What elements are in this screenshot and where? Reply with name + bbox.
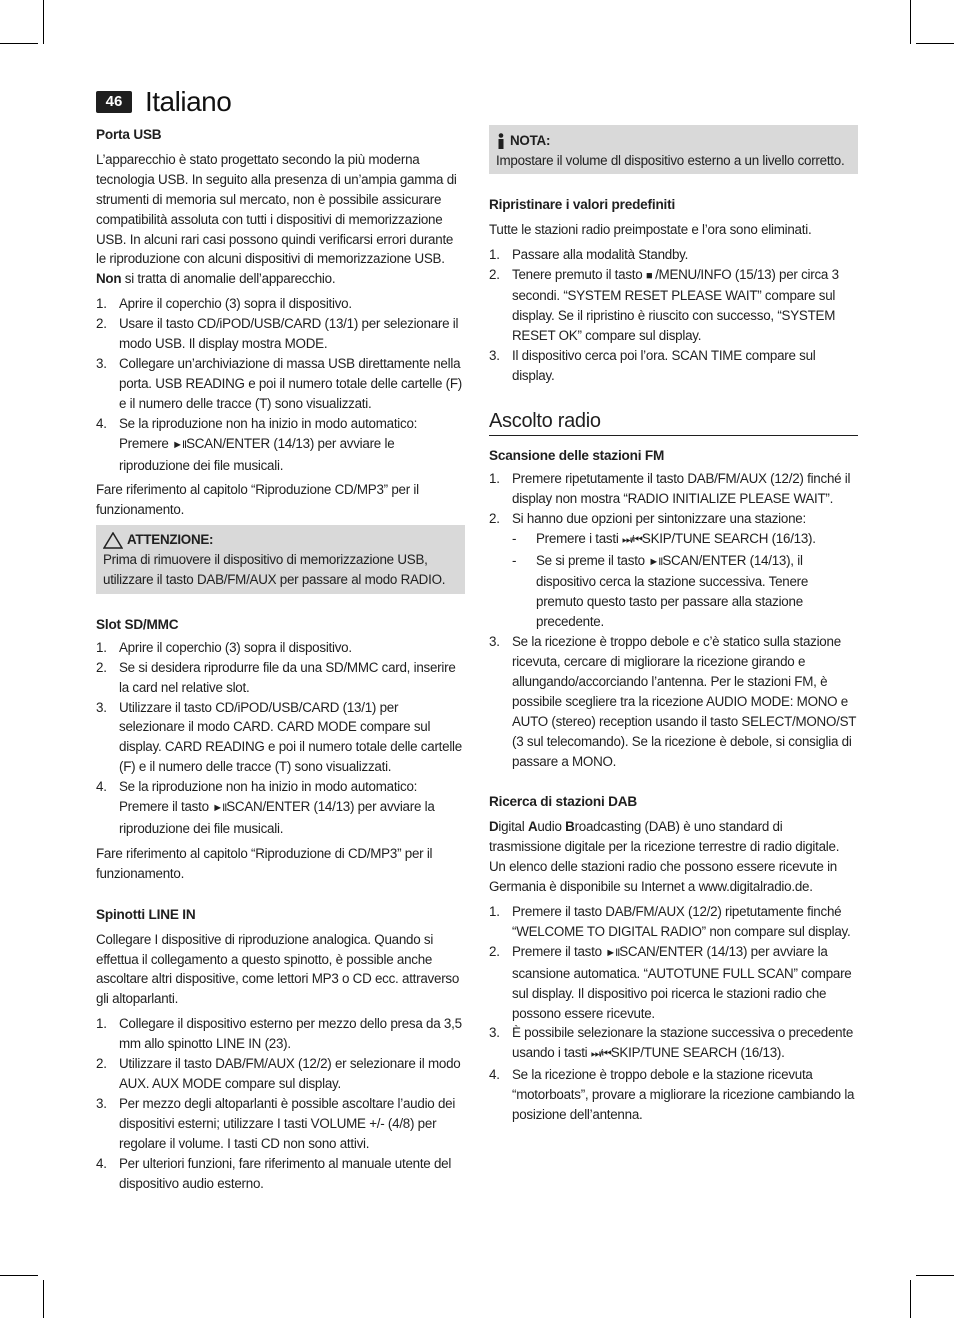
- crop-mark: [910, 1280, 911, 1318]
- section-heading: Porta USB: [96, 127, 162, 142]
- skip-icon: ⏭/⏮: [590, 1048, 611, 1061]
- list-item: 3. Utilizzare il tasto CD/iPOD/USB/CARD (13/1) per selezionare il modo CARD. CARD MODE compare sul display. CARD READING e poi il numero totale delle cartelle (F) e il numero delle tracce (T) sono visualizzati.: [96, 699, 462, 775]
- list-item: 2. Utilizzare il tasto DAB/FM/AUX (12/2) er selezionare il modo AUX. AUX MODE compare sul display.: [96, 1056, 461, 1091]
- paragraph: Fare riferimento al capitolo “Riproduzione CD/MP3” per il funzionamento.: [96, 482, 419, 518]
- section-usb: [96, 125, 465, 520]
- section-heading: Scansione delle stazioni FM: [489, 447, 665, 463]
- list-item: - Se si preme il tasto ►IISCAN/ENTER (14/13), il dispositivo cerca la stazione successiva. Tenere premuto questo tasto per passare alla stazione precedente.: [512, 552, 809, 630]
- paragraph: Collegare I dispositive di riproduzione analogica. Quando si effettua il collegamento a questo spinotto, è possible anche ascoltare altri dispositive, come lettori MP3 o CD ecc. attraverso gli altoparlanti.: [96, 931, 460, 1007]
- list-item: 1. Collegare il dispositivo esterno per mezzo dello presa da 3,5 mm allo spinotto LINE IN (23).: [96, 1016, 462, 1052]
- paragraph: Fare riferimento al capitolo “Riproduzione di CD/MP3” per il funzionamento.: [96, 845, 433, 881]
- play-pause-icon: ►II: [648, 555, 663, 568]
- right-column: [489, 125, 858, 1125]
- paragraph: Digital Audio Broadcasting (DAB) è uno standard di trasmissione digitale per la ricezione terrestre di radio digitale. Un elenco delle stazioni radio che possono essere ricevute in Germania è disponibile su Internet a www.digitalradio.de.: [489, 819, 840, 895]
- crop-mark: [0, 1275, 38, 1276]
- stop-icon: ■: [645, 269, 652, 282]
- section-heading: Slot SD/MMC: [96, 616, 179, 632]
- section-heading: Spinotti LINE IN: [96, 906, 196, 922]
- sub-list: [512, 529, 858, 633]
- crop-mark: [43, 1280, 44, 1318]
- warning-box: [96, 525, 465, 594]
- list-item: 4. Per ulteriori funzioni, fare riferimento al manuale utente del dispositivo audio esterno.: [96, 1155, 452, 1191]
- section-heading: Ricerca di stazioni DAB: [489, 794, 637, 810]
- paragraph: L’apparecchio è stato progettato secondo la più moderna tecnologia USB. In seguito alla presenza di un’ampia gamma di strumenti di memoria sul mercato, non è possibile assicurare compatibilità assoluta con tutti i dispositivi di memorizzazione USB. In alcuni rari casi possono quindi verificarsi errori durante le riproduzione con alcuni dispositivi di memorizzazione USB. Non si tratta di anomalie dell’apparecchio.: [96, 151, 457, 287]
- list-item: - Premere i tasti ⏭/⏮SKIP/TUNE SEARCH (16/13).: [512, 530, 816, 546]
- step-list: [96, 1014, 465, 1193]
- page-title: Italiano: [145, 86, 232, 117]
- crop-mark: [43, 0, 44, 44]
- play-pause-icon: ►II: [172, 438, 187, 451]
- list-item: 3. Il dispositivo cerca poi l’ora. SCAN TIME compare sul display.: [489, 348, 816, 384]
- crop-mark: [0, 43, 38, 44]
- list-item: 4. Se la ricezione è troppo debole e la stazione ricevuta “motorboats”, provare a migliorare la ricezione cambiando la posizione dell’antenna.: [489, 1067, 855, 1123]
- note-text: Impostare il volume dl dispositivo esterno a un livello corretto.: [496, 152, 845, 168]
- play-pause-icon: ►II: [605, 946, 620, 959]
- section-reset: [489, 195, 858, 386]
- crop-mark: [910, 0, 911, 44]
- list-item: 3. Se la ricezione è troppo debole e c’è statico sulla stazione ricevuta, cercare di migliorare la ricezione girando e allungando/accorciando l’antenna. Per le stazioni FM, è possibile scegliere tra la ricezione AUDIO MODE: MONO e AUTO (stereo) reception usando il tasto SELECT/MONO/ST (3 sul telecomando). Se la ricezione è debole, si consiglia di passare a MONO.: [489, 634, 856, 769]
- step-list: [489, 245, 858, 386]
- list-item: 2. Se si desidera riprodurre file da una SD/MMC card, inserire la card nel relative slot.: [96, 659, 456, 695]
- info-icon: [496, 133, 506, 149]
- list-item: 1. Aprire il coperchio (3) sopra il dispositivo.: [96, 639, 352, 655]
- list-item: 3. È possibile selezionare la stazione successiva o precedente usando i tasti ⏭/⏮SKIP/TUNE SEARCH (16/13).: [489, 1025, 854, 1061]
- list-item: 3. Per mezzo degli altoparlanti è possible ascoltare l’audio dei dispositivi esterni; utilizzare I tasti VOLUME +/- (4/8) per regolare il volume. I tasti CD non sono attivi.: [96, 1095, 456, 1151]
- list-item: 2. Usare il tasto CD/iPOD/USB/CARD (13/1) per selezionare il modo USB. Il display mostra MODE.: [96, 316, 459, 352]
- left-column: [96, 125, 465, 1193]
- section-title: Ascolto radio: [489, 407, 858, 436]
- warning-triangle-icon: [103, 532, 123, 549]
- list-item: 1. Aprire il coperchio (3) sopra il dispositivo.: [96, 296, 352, 312]
- list-item: 1. Premere il tasto DAB/FM/AUX (12/2) ripetutamente finché “WELCOME TO DIGITAL RADIO” non compare sul display.: [489, 904, 851, 939]
- step-list: [96, 638, 465, 839]
- play-pause-icon: ►II: [212, 802, 227, 815]
- list-item: 2. Premere il tasto ►IISCAN/ENTER (14/13) per avviare la scansione automatica. “AUTOTUNE FULL SCAN” compare sul display. Il dispositivo poi ricerca le stazioni radio che possono essere ricevute.: [489, 943, 852, 1021]
- section-radio: [489, 407, 858, 1125]
- list-item: 1. Premere ripetutamente il tasto DAB/FM/AUX (12/2) finché il display non mostra “RADIO INITIALIZE PLEASE WAIT”.: [489, 470, 851, 506]
- list-item: 4. Se la riproduzione non ha inizio in modo automatico: Premere ►IISCAN/ENTER (14/13) per avviare le riproduzione dei file musicali.: [96, 415, 418, 473]
- warning-title: ATTENZIONE:: [103, 530, 458, 550]
- paragraph: Tutte le stazioni radio preimpostate e l’ora sono eliminati.: [489, 221, 812, 237]
- crop-mark: [916, 43, 954, 44]
- step-list: [489, 902, 858, 1125]
- skip-icon: ⏭/⏮: [622, 533, 642, 546]
- list-item: 4. Se la riproduzione non ha inizio in modo automatico: Premere il tasto ►IISCAN/ENTER (14/13) per avviare la riproduzione dei file musicali.: [96, 779, 435, 836]
- section-heading: Ripristinare i valori predefiniti: [489, 196, 676, 212]
- crop-mark: [916, 1275, 954, 1276]
- step-list: [489, 469, 858, 772]
- note-box: [489, 125, 858, 174]
- list-item: 3. Collegare un’archiviazione di massa USB direttamente nella porta. USB READING e poi il numero totale delle cartelle (F) e il numero delle tracce (T) sono visualizzati.: [96, 355, 462, 411]
- section-sd: [96, 615, 465, 884]
- note-title: NOTA:: [496, 131, 851, 151]
- page-number: 46: [96, 91, 132, 113]
- list-item: 1. Passare alla modalità Standby.: [489, 246, 689, 262]
- step-list: [96, 294, 465, 475]
- section-line-in: [96, 905, 465, 1194]
- warning-text: Prima di rimuovere il dispositivo di memorizzazione USB, utilizzare il tasto DAB/FM/AUX per passare al modo RADIO.: [103, 552, 446, 588]
- list-item: 2. Tenere premuto il tasto ■ /MENU/INFO (15/13) per circa 3 secondi. “SYSTEM RESET PLEASE WAIT” compare sul display. Se il ripristino è riuscito con successo, “SYSTEM RESET OK” compare sul display.: [489, 266, 839, 344]
- list-item: 2. Si hanno due opzioni per sintonizzare una stazione: - Premere i tasti ⏭/⏮SKIP/TUNE SEARCH (16/13). - Se si preme il tasto ►IISCAN/ENTER (14/13), il dispositivo cerca la stazione successiva. Tenere premuto questo tasto per passare alla stazione precedente.: [489, 509, 858, 632]
